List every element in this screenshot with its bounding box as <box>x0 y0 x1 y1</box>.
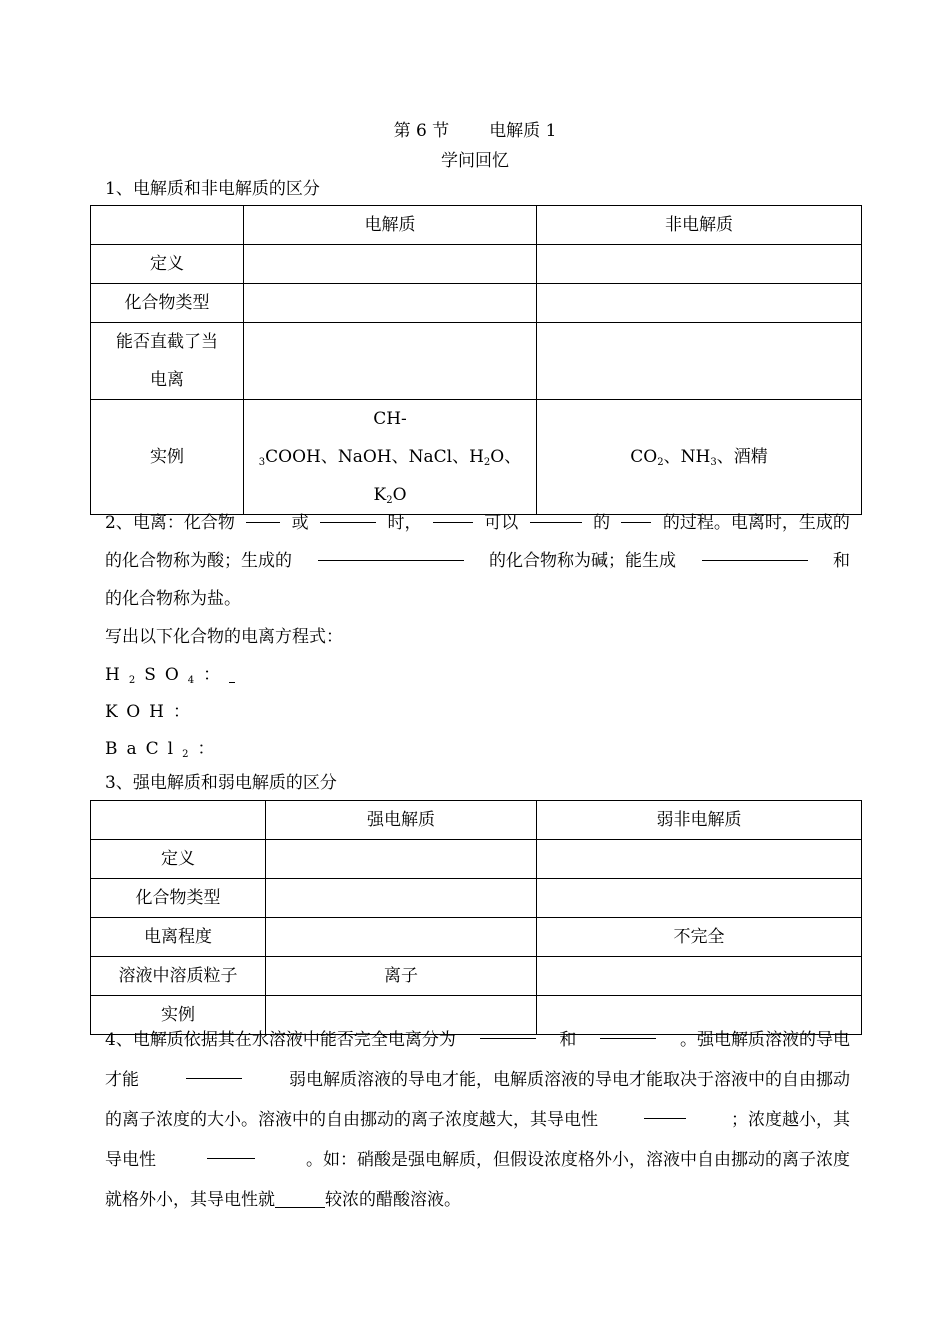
row-header-compound-type: 化合物类型 <box>91 284 244 323</box>
answer-cell <box>244 245 537 284</box>
row-header-solute-particles: 溶液中溶质粒子 <box>91 957 266 996</box>
example-line: $K_2O$ <box>373 485 407 506</box>
formula-koh: KOH： <box>105 702 200 722</box>
answer-cell <box>244 284 537 323</box>
row-header-line: 能否直截了当 <box>116 332 218 352</box>
section-number: 第 6 节 <box>393 121 450 141</box>
paragraph-line: 就格外小，其导电性就 较浓的醋酸溶液。 <box>105 1190 461 1210</box>
column-header-non-electrolyte: 非电解质 <box>537 206 862 245</box>
table-row <box>91 284 862 323</box>
row-header-direct-ionization <box>91 323 244 400</box>
formula-h2so4: $H_2SO_4$： <box>105 660 235 685</box>
fill-blank[interactable] <box>246 504 280 523</box>
row-header-definition: 定义 <box>91 840 266 879</box>
answer-cell <box>537 245 862 284</box>
q2-paragraph <box>105 504 850 656</box>
fill-blank[interactable] <box>621 504 651 523</box>
section-topic: 电解质 1 <box>489 121 557 141</box>
table-corner-cell <box>91 801 266 840</box>
fill-blank[interactable] <box>433 504 473 523</box>
column-header-weak: 弱非电解质 <box>537 801 862 840</box>
paragraph-line: 的化合物称为盐。 <box>105 589 241 609</box>
table-row <box>91 400 862 515</box>
answer-cell <box>537 957 862 996</box>
answer-cell <box>266 840 537 879</box>
row-header-examples: 实例 <box>91 400 244 515</box>
fill-blank[interactable] <box>275 1189 325 1208</box>
answer-cell <box>537 323 862 400</box>
paragraph-line: 的化合物称为酸；生成的 的化合物称为碱；能生成 和 <box>105 542 850 580</box>
formula-bacl2: BaCl$_2$： <box>105 739 224 760</box>
section-subtitle: 学问回忆 <box>441 151 509 171</box>
table-row <box>91 323 862 400</box>
fill-blank[interactable] <box>600 1020 656 1039</box>
row-header-line: 电离 <box>150 370 184 390</box>
paragraph-line: 2、电离：化合物 或 时， 可以 的 的过程。电离时，生成的 <box>105 504 850 542</box>
table-header-row <box>91 801 862 840</box>
fill-blank[interactable] <box>207 1140 255 1159</box>
fill-blank[interactable] <box>318 542 464 561</box>
row-header-compound-type: 化合物类型 <box>91 879 266 918</box>
strength-comparison-table <box>90 800 862 1035</box>
fill-blank[interactable] <box>480 1020 536 1039</box>
paragraph-line: 4、电解质依据其在水溶液中能否完全电离分为 和 。强电解质溶液的导电 <box>105 1020 850 1060</box>
column-header-strong: 强电解质 <box>266 801 537 840</box>
column-header-electrolyte: 电解质 <box>244 206 537 245</box>
table-corner-cell <box>91 206 244 245</box>
table-row <box>91 840 862 879</box>
instruction-line: 写出以下化合物的电离方程式： <box>105 627 343 647</box>
row-header-definition: 定义 <box>91 245 244 284</box>
answer-cell <box>537 840 862 879</box>
electrolyte-examples-cell <box>244 400 537 515</box>
fill-blank[interactable] <box>530 504 582 523</box>
row-header-ionization-degree: 电离程度 <box>91 918 266 957</box>
fill-blank[interactable] <box>320 504 376 523</box>
example-line: $_3$COOH、NaOH、NaCl、$H_2O$、 <box>258 447 522 468</box>
q3-heading: 3、强电解质和弱电解质的区分 <box>105 773 337 793</box>
table-row <box>91 245 862 284</box>
section-title <box>0 116 950 141</box>
paragraph-line: 才能 弱电解质溶液的导电才能，电解质溶液的导电才能取决于溶液中的自由挪动 <box>105 1060 850 1100</box>
table-row <box>91 957 862 996</box>
answer-cell <box>537 879 862 918</box>
row-header-examples: 实例 <box>91 996 266 1035</box>
electrolyte-comparison-table <box>90 205 862 515</box>
q1-heading: 1、电解质和非电解质的区分 <box>105 179 320 199</box>
table-row <box>91 918 862 957</box>
table-header-row <box>91 206 862 245</box>
table-row <box>91 879 862 918</box>
paragraph-line: 的离子浓度的大小。溶液中的自由挪动的离子浓度越大，其导电性 ；浓度越小，其 <box>105 1100 850 1140</box>
fill-blank[interactable] <box>229 670 235 683</box>
non-electrolyte-examples-cell: $CO_2$、$NH_3$、酒精 <box>537 400 862 515</box>
weak-degree-cell: 不完全 <box>537 918 862 957</box>
answer-cell <box>537 284 862 323</box>
answer-cell <box>266 879 537 918</box>
fill-blank[interactable] <box>644 1100 686 1119</box>
answer-cell <box>244 323 537 400</box>
answer-cell <box>266 918 537 957</box>
fill-blank[interactable] <box>186 1060 242 1079</box>
q4-paragraph <box>105 1020 850 1220</box>
example-line: CH- <box>373 409 407 429</box>
fill-blank[interactable] <box>702 542 808 561</box>
strong-particles-cell: 离子 <box>266 957 537 996</box>
paragraph-line: 导电性 。如：硝酸是强电解质，但假设浓度格外小，溶液中自由挪动的离子浓度 <box>105 1140 850 1180</box>
